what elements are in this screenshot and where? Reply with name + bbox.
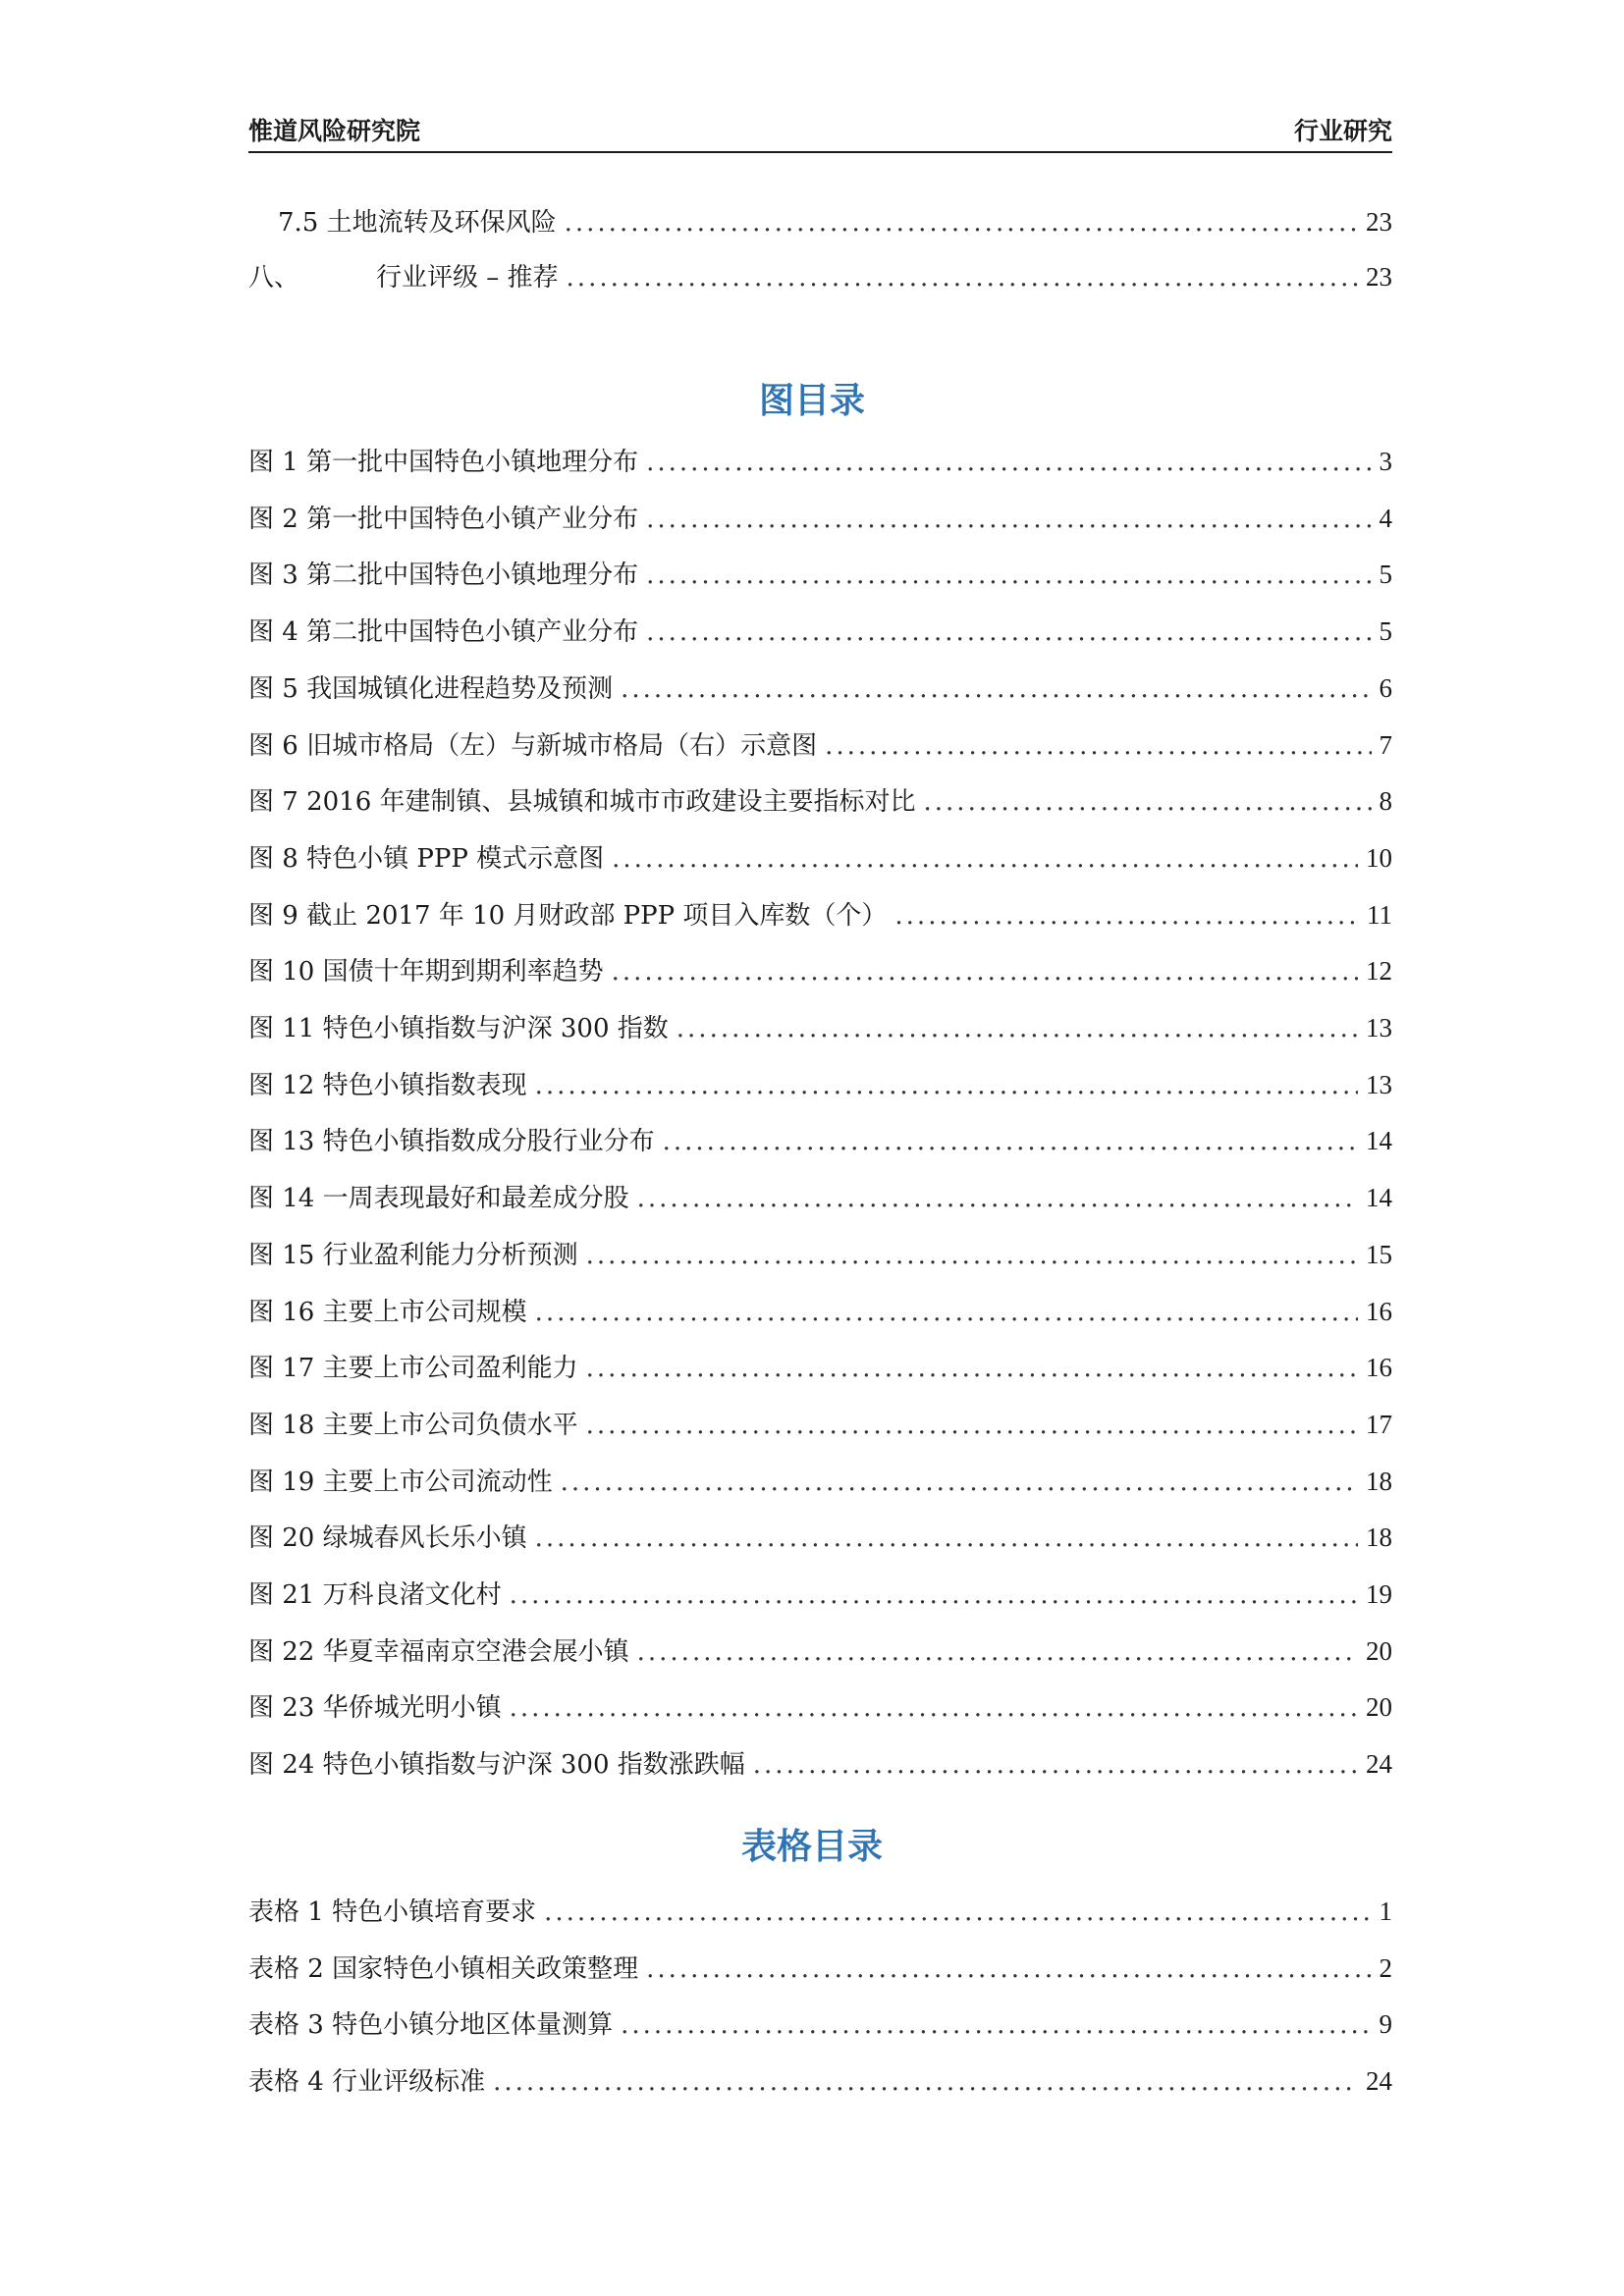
toc-entry-label [248, 257, 559, 294]
figure-entry-page: 12 [1366, 956, 1392, 987]
header-org-name: 惟道风险研究院 [248, 117, 421, 145]
figure-entry-label: 图 12 特色小镇指数表现 [248, 1070, 527, 1100]
leader-dots [677, 1014, 1358, 1043]
table-entry[interactable] [248, 1949, 1392, 1988]
table-entry[interactable] [248, 1892, 1392, 1931]
figure-entry-label: 图 20 绿城春风长乐小镇 [248, 1523, 527, 1554]
leader-dots [586, 1354, 1358, 1383]
leader-dots [612, 844, 1358, 874]
toc-entry-page: 23 [1366, 262, 1392, 292]
figure-entry[interactable] [248, 1348, 1392, 1387]
figure-entry-label: 图 16 主要上市公司规模 [248, 1297, 527, 1327]
toc-entry-page: 23 [1366, 207, 1392, 237]
figure-entry-page: 20 [1366, 1635, 1392, 1666]
figure-entry[interactable] [248, 1121, 1392, 1160]
leader-dots [544, 1897, 1371, 1927]
toc-entry-title: 行业评级 – 推荐 [376, 263, 559, 293]
figure-entry-page: 17 [1366, 1409, 1392, 1439]
figure-entry[interactable] [248, 1575, 1392, 1614]
leader-dots [646, 1954, 1371, 1984]
figure-entry-label: 图 13 特色小镇指数成分股行业分布 [248, 1127, 655, 1157]
leader-dots [561, 1468, 1358, 1497]
figure-entry-label: 图 18 主要上市公司负债水平 [248, 1410, 578, 1440]
figure-entry-label: 图 6 旧城市格局（左）与新城市格局（右）示意图 [248, 730, 818, 761]
figure-entry-page: 15 [1366, 1239, 1392, 1269]
leader-dots [535, 1071, 1358, 1100]
leader-dots [586, 1241, 1358, 1270]
leader-dots [535, 1523, 1358, 1553]
figure-entry-label: 图 8 特色小镇 PPP 模式示意图 [248, 843, 605, 874]
figure-entry[interactable] [248, 781, 1392, 821]
figure-entry[interactable] [248, 1518, 1392, 1557]
figure-entry-page: 19 [1366, 1579, 1392, 1609]
page-header [248, 110, 1392, 153]
figure-entry-page: 10 [1366, 842, 1392, 873]
leader-dots [894, 901, 1359, 931]
table-entry-label: 表格 1 特色小镇培育要求 [248, 1897, 537, 1927]
leader-dots [646, 617, 1371, 647]
toc-entry[interactable] [248, 257, 1392, 296]
figure-entry[interactable] [248, 838, 1392, 878]
toc-entry-number: 八、 [248, 263, 300, 293]
figure-entry[interactable] [248, 1235, 1392, 1274]
figures-heading: 图目录 [758, 381, 865, 421]
leader-dots [637, 1184, 1358, 1213]
figure-entry-label: 图 3 第二批中国特色小镇地理分布 [248, 561, 639, 591]
leader-dots [621, 2010, 1371, 2040]
figure-entry-label: 图 19 主要上市公司流动性 [248, 1467, 553, 1497]
leader-dots [753, 1750, 1358, 1780]
figure-entry-page: 8 [1379, 786, 1392, 817]
leader-dots [612, 957, 1358, 987]
leader-dots [621, 674, 1371, 704]
figure-entry[interactable] [248, 1462, 1392, 1501]
figure-entry-label: 图 4 第二批中国特色小镇产业分布 [248, 617, 639, 648]
figure-entry-page: 4 [1379, 503, 1392, 533]
figure-entry[interactable] [248, 1008, 1392, 1047]
figure-entry-label: 图 17 主要上市公司盈利能力 [248, 1354, 578, 1384]
table-entry-page: 24 [1366, 2066, 1392, 2097]
header-section-name: 行业研究 [1293, 117, 1392, 145]
figure-entry-label: 图 2 第一批中国特色小镇产业分布 [248, 504, 639, 534]
figure-entry-page: 7 [1379, 729, 1392, 760]
toc-entry[interactable] [248, 202, 1392, 241]
figure-entry-label: 图 5 我国城镇化进程趋势及预测 [248, 673, 614, 704]
figure-entry-page: 13 [1366, 1013, 1392, 1042]
leader-dots [924, 787, 1372, 817]
table-entry-page: 1 [1379, 1896, 1392, 1926]
leader-dots [535, 1298, 1358, 1327]
figure-entry-page: 20 [1366, 1692, 1392, 1723]
leader-dots [510, 1693, 1358, 1723]
tables-heading: 表格目录 [740, 1827, 883, 1867]
leader-dots [565, 208, 1358, 238]
figure-entry-page: 5 [1379, 616, 1392, 647]
figure-entry[interactable] [248, 951, 1392, 990]
figure-entry-label: 图 23 华侨城光明小镇 [248, 1693, 502, 1724]
figure-entry[interactable] [248, 612, 1392, 651]
figure-entry[interactable] [248, 725, 1392, 765]
figure-entry[interactable] [248, 555, 1392, 594]
figure-entry-label: 图 24 特色小镇指数与沪深 300 指数涨跌幅 [248, 1750, 745, 1781]
figure-entry[interactable] [248, 1744, 1392, 1784]
figure-entry-page: 24 [1366, 1749, 1392, 1780]
toc-entry-label: 7.5 土地流转及环保风险 [278, 208, 557, 238]
table-entry-label: 表格 3 特色小镇分地区体量测算 [248, 2010, 614, 2041]
figure-entry-page: 14 [1366, 1183, 1392, 1213]
figure-entry-page: 11 [1367, 899, 1392, 930]
figure-entry-label: 图 21 万科良渚文化村 [248, 1580, 502, 1610]
figure-entry-label: 图 22 华夏幸福南京空港会展小镇 [248, 1636, 629, 1667]
leader-dots [646, 448, 1371, 477]
leader-dots [663, 1127, 1358, 1156]
table-entry-label: 表格 4 行业评级标准 [248, 2067, 486, 2098]
figure-entry-label: 图 14 一周表现最好和最差成分股 [248, 1184, 629, 1214]
figure-entry[interactable] [248, 668, 1392, 708]
table-entry[interactable] [248, 2004, 1392, 2044]
figure-entry[interactable] [248, 1178, 1392, 1217]
figure-entry[interactable] [248, 1687, 1392, 1727]
table-entry-page: 2 [1379, 1952, 1392, 1983]
leader-dots [510, 1580, 1358, 1610]
figure-entry[interactable] [248, 1065, 1392, 1104]
figure-entry-page: 18 [1366, 1522, 1392, 1553]
figure-entry-label: 图 9 截止 2017 年 10 月财政部 PPP 项目入库数（个） [248, 900, 888, 931]
figure-entry-label: 图 10 国债十年期到期利率趋势 [248, 957, 604, 988]
figure-entry[interactable] [248, 1292, 1392, 1331]
figure-entry-label: 图 11 特色小镇指数与沪深 300 指数 [248, 1014, 669, 1043]
figure-entry-page: 16 [1366, 1296, 1392, 1326]
figure-entry-page: 5 [1379, 560, 1392, 590]
figure-entry[interactable] [248, 1631, 1392, 1671]
figure-entry-page: 3 [1379, 447, 1392, 476]
figure-entry-label: 图 1 第一批中国特色小镇地理分布 [248, 448, 639, 477]
figure-entry-page: 13 [1366, 1069, 1392, 1099]
table-entry-page: 9 [1379, 2009, 1392, 2040]
leader-dots [646, 561, 1371, 590]
leader-dots [493, 2067, 1358, 2097]
leader-dots [637, 1637, 1358, 1667]
table-entry-label: 表格 2 国家特色小镇相关政策整理 [248, 1953, 639, 1984]
figure-entry-page: 6 [1379, 672, 1392, 703]
figure-entry[interactable] [248, 499, 1392, 538]
leader-dots [825, 731, 1371, 761]
leader-dots [646, 505, 1371, 534]
figure-entry-label: 图 15 行业盈利能力分析预测 [248, 1240, 578, 1270]
leader-dots [567, 263, 1358, 293]
table-entry[interactable] [248, 2061, 1392, 2101]
figure-entry-page: 14 [1366, 1126, 1392, 1156]
figure-entry[interactable] [248, 442, 1392, 481]
figure-entry[interactable] [248, 1405, 1392, 1444]
figure-entry-label: 图 7 2016 年建制镇、县城镇和城市市政建设主要指标对比 [248, 787, 916, 818]
figure-entry[interactable] [248, 895, 1392, 934]
figure-entry-page: 16 [1366, 1353, 1392, 1383]
figure-entry-page: 18 [1366, 1466, 1392, 1496]
leader-dots [586, 1411, 1358, 1440]
